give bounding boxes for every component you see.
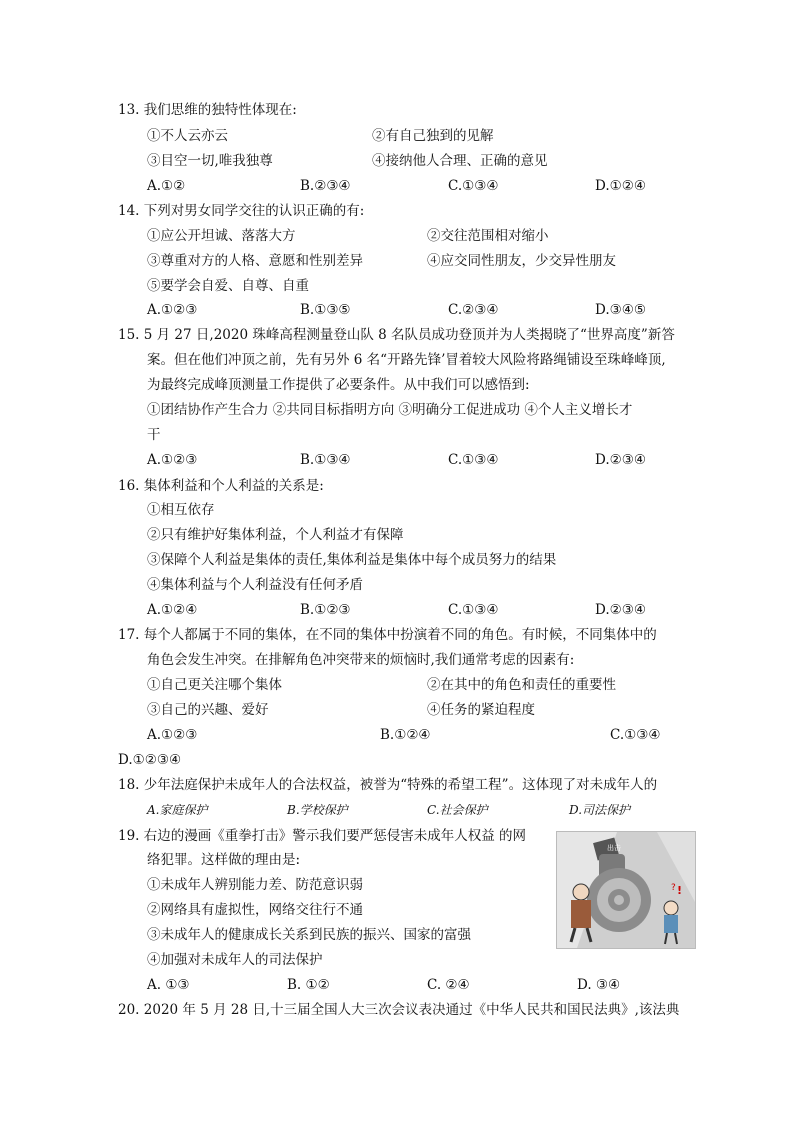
q15-stem-line-2: 案。但在他们冲顶之前，先有另外 6 名“开路先锋’冒着较大风险将路绳铺设至珠峰峰顶,	[147, 352, 666, 368]
q14-item-3: ③尊重对方的人格、意愿和性别差异	[147, 253, 363, 269]
q19-stem-line-1: 19. 右边的漫画《重拳打击》警示我们要严惩侵害未成年人权益 的网	[118, 828, 527, 844]
q14-option-a: A.①②③	[147, 302, 198, 318]
q15-items-line: ①团结协作产生合力 ②共同目标指明方向 ③明确分工促进成功 ④个人主义增长才	[147, 402, 633, 418]
q14-item-2: ②交往范围相对缩小	[427, 228, 549, 244]
q19-option-a: A. ①③	[147, 977, 190, 993]
q13-option-c: C.①③④	[448, 178, 499, 194]
q16-item-4: ④集体利益与个人利益没有任何矛盾	[147, 577, 363, 593]
q13-item-1: ①不人云亦云	[147, 128, 228, 144]
q19-item-4: ④加强对未成年人的司法保护	[147, 952, 323, 968]
cartoon-drawing	[557, 832, 695, 948]
q16-item-3: ③保障个人利益是集体的责任,集体利益是集体中每个成员努力的结果	[147, 552, 557, 568]
q19-option-d: D. ③④	[577, 977, 621, 993]
q14-item-4: ④应交同性朋友，少交异性朋友	[427, 253, 616, 269]
q13-item-3: ③目空一切,唯我独尊	[147, 153, 273, 169]
q17-stem-line-1: 17. 每个人都属于不同的集体，在不同的集体中扮演着不同的角色。有时候，不同集体中的	[118, 627, 657, 643]
q19-item-2: ②网络具有虚拟性，网络交往行不通	[147, 902, 363, 918]
q17-item-2: ②在其中的角色和责任的重要性	[427, 677, 616, 693]
q15-stem-line-3: 为最终完成峰顶测量工作提供了必要条件。从中我们可以感悟到:	[147, 377, 530, 393]
q17-item-1: ①自己更关注哪个集体	[147, 677, 282, 693]
svg-text:!: !	[677, 884, 683, 897]
q13-option-a: A.①②	[147, 178, 186, 194]
q17-item-3: ③自己的兴趣、爱好	[147, 702, 269, 718]
q14-option-b: B.①③⑤	[300, 302, 351, 318]
q17-stem-line-2: 角色会发生冲突。在排解角色冲突带来的烦恼时,我们通常考虑的因素有:	[147, 652, 575, 668]
q19-option-b: B. ①②	[287, 977, 330, 993]
q18-option-a: A.家庭保护	[147, 803, 208, 817]
cartoon-illustration	[556, 831, 696, 949]
q13-item-4: ④接纳他人合理、正确的意见	[372, 153, 548, 169]
q18-option-c: C.社会保护	[427, 803, 488, 817]
q16-item-1: ①相互依存	[147, 502, 215, 518]
q16-option-d: D.②③④	[595, 602, 646, 618]
q15-items-line-wrap: 干	[147, 427, 161, 443]
q19-stem-line-2: 络犯罪。这样做的理由是:	[147, 852, 301, 868]
q14-option-c: C.②③④	[448, 302, 499, 318]
q16-stem: 16. 集体利益和个人利益的关系是:	[118, 478, 324, 494]
fist-label: 出击	[607, 844, 621, 852]
q13-item-2: ②有自己独到的见解	[372, 128, 494, 144]
q16-option-a: A.①②④	[147, 602, 198, 618]
q15-option-c: C.①③④	[448, 452, 499, 468]
q17-option-a: A.①②③	[147, 727, 198, 743]
q17-option-c: C.①③④	[610, 727, 661, 743]
q13-option-b: B.②③④	[300, 178, 351, 194]
q14-item-1: ①应公开坦诚、落落大方	[147, 228, 296, 244]
q18-option-d: D.司法保护	[569, 803, 631, 817]
q13-option-d: D.①②④	[595, 178, 646, 194]
q15-option-b: B.①③④	[300, 452, 351, 468]
q13-stem: 13. 我们思维的独特性体现在:	[118, 102, 297, 118]
q20-stem: 20. 2020 年 5 月 28 日,十三届全国人大三次会议表决通过《中华人民共和国民法典》,该法典	[118, 1002, 680, 1018]
q15-option-a: A.①②③	[147, 452, 198, 468]
q15-option-d: D.②③④	[595, 452, 646, 468]
q16-item-2: ②只有维护好集体利益，个人利益才有保障	[147, 527, 404, 543]
q14-item-5: ⑤要学会自爱、自尊、自重	[147, 278, 309, 294]
q19-item-3: ③未成年人的健康成长关系到民族的振兴、国家的富强	[147, 927, 471, 943]
q16-option-b: B.①②③	[300, 602, 351, 618]
q18-option-b: B.学校保护	[287, 803, 348, 817]
q15-stem-line-1: 15. 5 月 27 日,2020 珠峰高程测量登山队 8 名队员成功登顶并为人类揭晓了“世界高度”新答	[118, 327, 675, 343]
q17-item-4: ④任务的紧迫程度	[427, 702, 535, 718]
svg-text:?: ?	[671, 883, 676, 893]
q18-stem: 18. 少年法庭保护未成年人的合法权益，被誉为“特殊的希望工程”。这体现了对未成年人的	[118, 777, 658, 793]
q17-option-b: B.①②④	[380, 727, 431, 743]
q14-option-d: D.③④⑤	[595, 302, 646, 318]
q19-item-1: ①未成年人辨别能力差、防范意识弱	[147, 877, 363, 893]
q16-option-c: C.①③④	[448, 602, 499, 618]
q17-option-d: D.①②③④	[118, 752, 182, 768]
q19-option-c: C. ②④	[427, 977, 470, 993]
q14-stem: 14. 下列对男女同学交往的认识正确的有:	[118, 203, 365, 219]
